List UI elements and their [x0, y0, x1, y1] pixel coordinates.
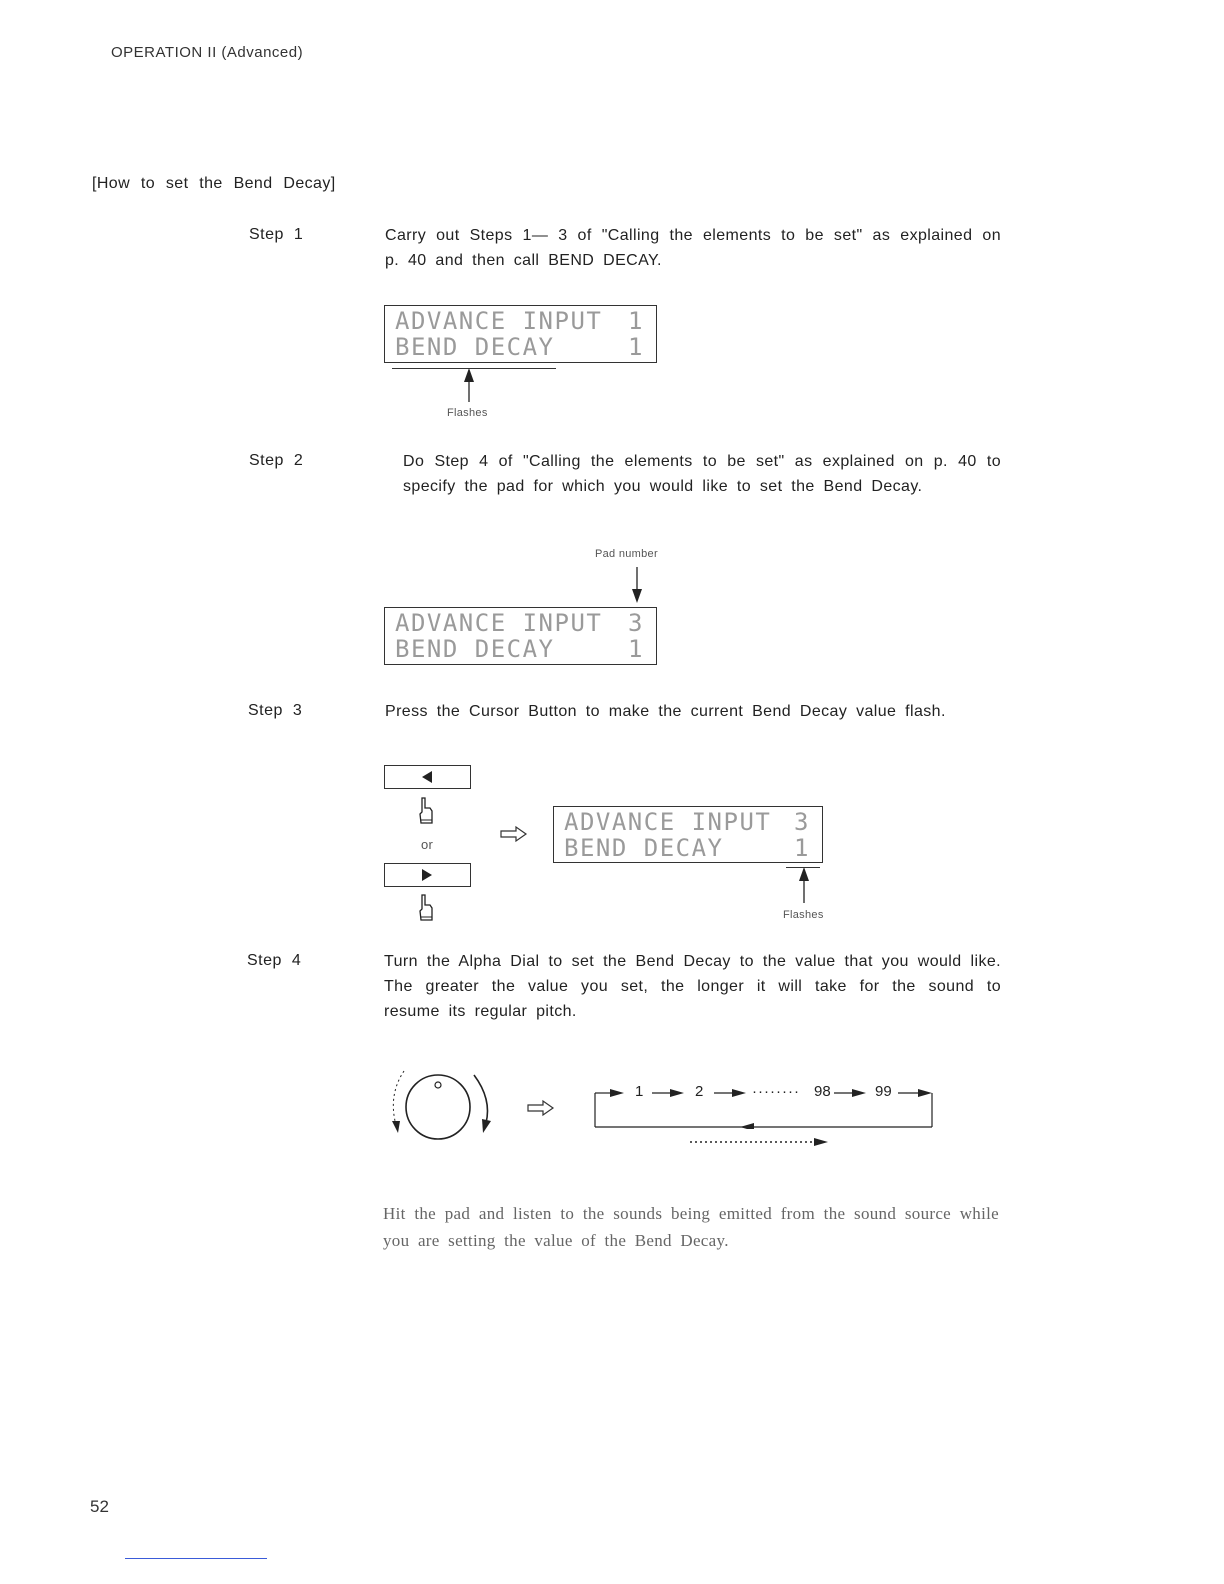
lcd-line-2: BEND DECAY [395, 333, 555, 361]
lcd-display-2 [384, 607, 657, 665]
value-98: 98 [814, 1083, 831, 1100]
flashes-label-1: Flashes [447, 407, 488, 419]
hollow-right-arrow-icon [500, 824, 528, 844]
hollow-right-arrow-icon [527, 1098, 555, 1118]
step-4-label: Step 4 [247, 952, 302, 969]
step-2-label: Step 2 [249, 452, 304, 469]
alpha-dial-icon [382, 1065, 498, 1149]
cursor-left-button[interactable] [384, 765, 471, 789]
step-2-text: Do Step 4 of "Calling the elements to be set" as explained on p. 40 to specify the pad for which you would like to set the Bend Decay. [403, 453, 1001, 495]
pointing-hand-icon [416, 893, 436, 923]
right-arrow-icon [385, 864, 469, 885]
step-3-label: Step 3 [248, 702, 303, 719]
value-2: 2 [695, 1083, 704, 1100]
lcd-line-1: ADVANCE INPUT [395, 307, 603, 335]
flashes-label-2: Flashes [783, 909, 824, 921]
value-1: 1 [635, 1083, 644, 1100]
up-arrow-icon [796, 867, 812, 903]
bottom-blue-rule [125, 1558, 267, 1559]
dotted-continue-arrow [690, 1136, 832, 1148]
lcd-line-2-value: 1 [794, 834, 810, 862]
up-arrow-icon [461, 368, 477, 402]
footnote-text: Hit the pad and listen to the sounds being emitted from the sound source while you are setting the value of the Bend Decay. [383, 1204, 999, 1250]
step-1-label: Step 1 [249, 226, 304, 243]
lcd-line-2: BEND DECAY [395, 635, 555, 663]
value-99: 99 [875, 1083, 892, 1100]
step-3-text: Press the Cursor Button to make the current Bend Decay value flash. [385, 703, 946, 720]
pad-number-label: Pad number [595, 548, 658, 560]
or-label: or [421, 837, 434, 852]
step-4-text: Turn the Alpha Dial to set the Bend Decay to the value that you would like. The greater the value you set, the longer it will take for the sound to resume its regular pitch. [384, 953, 1001, 1020]
pointing-hand-icon [416, 796, 436, 826]
lcd-line-1: ADVANCE INPUT [564, 808, 772, 836]
lcd-line-1-value: 3 [794, 808, 810, 836]
lcd-line-2-value: 1 [628, 635, 644, 663]
lcd-line-2-value: 1 [628, 333, 644, 361]
lcd-line-2: BEND DECAY [564, 834, 724, 862]
down-arrow-icon [629, 567, 645, 603]
lcd-display-3 [553, 806, 823, 863]
page-number: 52 [90, 1497, 109, 1516]
value-cycle-diagram [594, 1083, 934, 1129]
step-1-text: Carry out Steps 1— 3 of "Calling the elements to be set" as explained on p. 40 and then call BEND DECAY. [385, 227, 1001, 269]
lcd-line-1-value: 1 [628, 307, 644, 335]
section-title: [How to set the Bend Decay] [92, 175, 336, 192]
lcd-line-1: ADVANCE INPUT [395, 609, 603, 637]
left-arrow-icon [385, 766, 469, 787]
cursor-right-button[interactable] [384, 863, 471, 887]
lcd-display-1 [384, 305, 657, 363]
ellipsis-dots: ········ [752, 1083, 800, 1100]
running-header: OPERATION II (Advanced) [111, 44, 304, 61]
lcd-line-1-value: 3 [628, 609, 644, 637]
